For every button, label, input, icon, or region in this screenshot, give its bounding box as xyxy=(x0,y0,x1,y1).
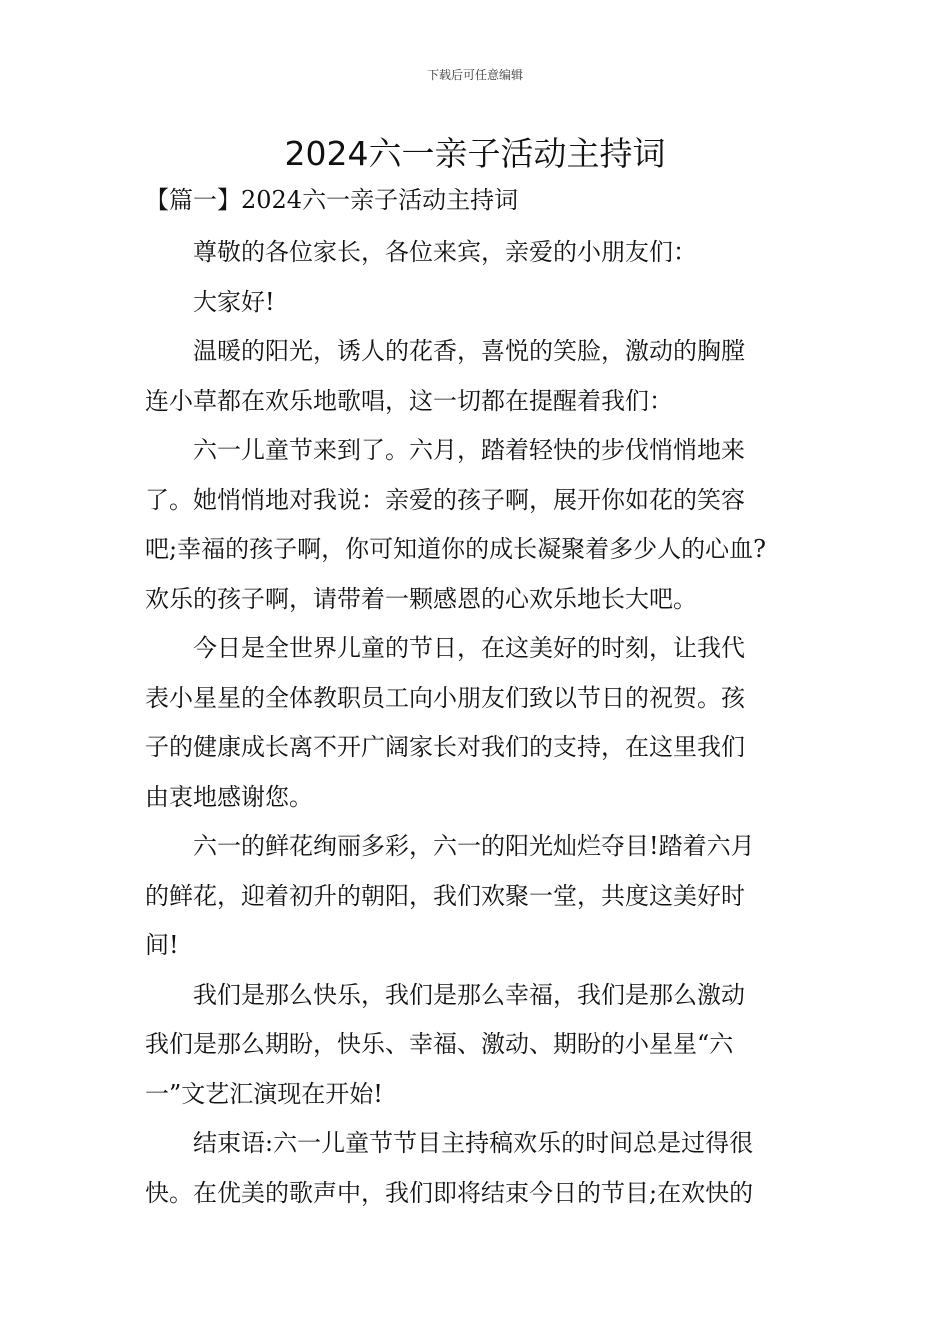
paragraph-line: 表小星星的全体教职员工向小朋友们致以节日的祝贺。孩 xyxy=(145,683,745,712)
paragraph-line: 一”文艺汇演现在开始! xyxy=(145,1079,383,1108)
paragraph-line: 间! xyxy=(145,931,179,959)
paragraph-line: 温暖的阳光，诱人的花香，喜悦的笑脸，激动的胸膛 xyxy=(193,337,745,365)
paragraph-line: 六一儿童节来到了。六月，踏着轻快的步伐悄悄地来 xyxy=(193,436,745,464)
paragraph-line: 吧;幸福的孩子啊，你可知道你的成长凝聚着多少人的心血? xyxy=(145,535,766,563)
body-paragraph xyxy=(145,822,810,971)
page-title: 2024六一亲子活动主持词 xyxy=(284,134,666,173)
body-paragraph xyxy=(145,327,810,426)
body-paragraph xyxy=(145,1119,810,1218)
paragraph-line: 连小草都在欢乐地歌唱，这一切都在提醒着我们： xyxy=(145,386,673,415)
body-paragraph xyxy=(145,971,810,1120)
paragraph-line: 的鲜花，迎着初升的朝阳，我们欢聚一堂，共度这美好时 xyxy=(145,881,745,910)
paragraph-line: 快。在优美的歌声中，我们即将结束今日的节目;在欢快的 xyxy=(145,1178,754,1207)
paragraph-line: 了。她悄悄地对我说：亲爱的孩子啊，展开你如花的笑容 xyxy=(145,485,745,514)
body-paragraph xyxy=(145,278,810,328)
paragraph-line: 尊敬的各位家长，各位来宾，亲爱的小朋友们： xyxy=(193,238,697,266)
document-body xyxy=(145,228,810,1218)
paragraph-line: 结束语:六一儿童节节目主持稿欢乐的时间总是过得很 xyxy=(193,1129,754,1157)
body-paragraph xyxy=(145,624,810,822)
paragraph-line: 今日是全世界儿童的节日，在这美好的时刻，让我代 xyxy=(193,634,745,662)
paragraph-line: 子的健康成长离不开广阔家长对我们的支持，在这里我们 xyxy=(145,733,745,761)
header-note: 下载后可任意编辑 xyxy=(426,68,523,82)
section-heading: 【篇一】2024六一亲子活动主持词 xyxy=(145,186,519,214)
paragraph-line: 大家好! xyxy=(193,287,275,316)
paragraph-line: 我们是那么快乐，我们是那么幸福，我们是那么激动 xyxy=(193,980,745,1009)
paragraph-line: 我们是那么期盼，快乐、幸福、激动、期盼的小星星“六 xyxy=(145,1030,734,1058)
paragraph-line: 由衷地感谢您。 xyxy=(145,782,313,811)
paragraph-line: 欢乐的孩子啊，请带着一颗感恩的心欢乐地长大吧。 xyxy=(145,584,697,613)
paragraph-line: 六一的鲜花绚丽多彩，六一的阳光灿烂夺目!踏着六月 xyxy=(193,832,755,860)
body-paragraph xyxy=(145,426,810,624)
body-paragraph xyxy=(145,228,810,278)
